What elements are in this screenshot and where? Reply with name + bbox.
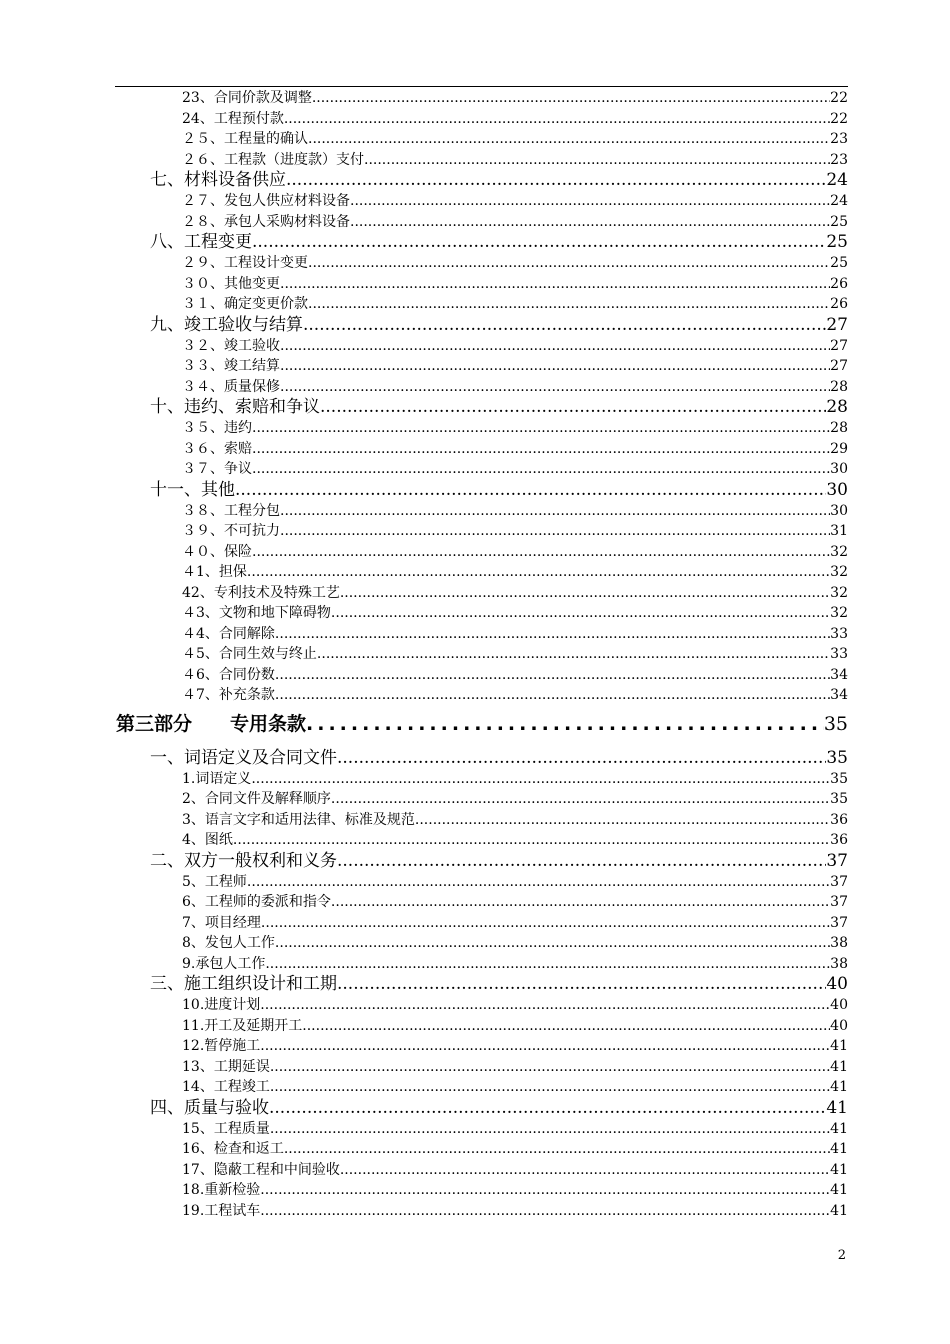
page-number: 2: [837, 1248, 846, 1263]
toc-entry-page: 38: [830, 955, 848, 972]
toc-entry-title: 7、项目经理: [182, 914, 261, 931]
toc-entry[interactable]: [182, 542, 848, 562]
toc-entry-page: 41: [826, 1097, 848, 1118]
toc-entry[interactable]: [182, 418, 848, 438]
toc-entry-page: 34: [830, 687, 848, 703]
toc-entry-title: ２７、发包人供应材料设备: [182, 193, 350, 209]
dot-leader: [308, 253, 830, 273]
toc-entry[interactable]: [182, 212, 848, 232]
toc-entry-title: ４5、合同生效与终止: [182, 646, 317, 662]
toc-entry-title: 1.词语定义: [182, 770, 252, 787]
toc-entry[interactable]: [182, 1180, 848, 1200]
toc-entry[interactable]: [182, 1077, 848, 1097]
dot-leader: [247, 872, 830, 892]
toc-chapter-entry[interactable]: [150, 313, 848, 337]
dot-leader: [331, 789, 830, 809]
toc-entry-page: 41: [830, 1079, 848, 1095]
dot-leader: [337, 746, 826, 770]
toc-entry-page: 35: [830, 770, 848, 787]
toc-entry-page: 33: [830, 625, 848, 642]
dot-leader: [340, 583, 830, 603]
toc-entry[interactable]: [182, 769, 848, 789]
toc-entry-page: 40: [826, 974, 848, 994]
dot-leader: [280, 356, 830, 376]
toc-entry-page: 24: [826, 170, 848, 190]
toc-entry-page: 25: [830, 213, 848, 230]
toc-entry-page: 41: [830, 1141, 848, 1157]
toc-entry[interactable]: [182, 1201, 848, 1221]
dot-leader: [284, 1139, 830, 1159]
toc-entry-title: 17、隐蔽工程和中间验收: [182, 1161, 340, 1178]
toc-entry[interactable]: [182, 377, 848, 397]
toc-entry-title: 5、工程师: [182, 873, 247, 890]
dot-leader: [350, 212, 830, 232]
toc-entry-title: ３６、索赔: [182, 440, 252, 457]
dot-leader: [252, 418, 830, 438]
toc-chapter-entry[interactable]: [150, 972, 848, 996]
dot-leader: [415, 810, 830, 830]
toc-entry-page: 36: [830, 811, 848, 828]
dot-leader: [280, 274, 830, 294]
toc-entry-page: 22: [830, 110, 848, 127]
toc-entry[interactable]: [182, 1139, 848, 1159]
toc-entry-title: ４4、合同解除: [182, 625, 275, 642]
dot-leader: [364, 150, 830, 170]
toc-entry[interactable]: [182, 913, 848, 933]
toc-entry[interactable]: [182, 685, 848, 705]
toc-entry-title: 11.开工及延期开工: [182, 1017, 303, 1034]
toc-entry-page: 41: [830, 1161, 848, 1178]
dot-leader: [302, 1016, 830, 1036]
toc-entry[interactable]: [182, 872, 848, 892]
toc-entry-page: 30: [830, 502, 848, 519]
dot-leader: [270, 1057, 830, 1077]
toc-entry-title: ３０、其他变更: [182, 275, 280, 292]
dot-leader: [275, 665, 830, 685]
dot-leader: [308, 129, 830, 149]
toc-entry-title: 十一、其他: [150, 479, 235, 500]
dot-leader: [252, 459, 830, 479]
dot-leader: [261, 913, 830, 933]
toc-entry[interactable]: [182, 253, 848, 273]
toc-entry-page: 27: [826, 314, 848, 335]
dot-leader: [252, 542, 830, 562]
toc-entry-title: ２５、工程量的确认: [182, 131, 308, 147]
toc-entry[interactable]: [182, 892, 848, 912]
toc-entry-page: 35: [826, 747, 848, 768]
toc-entry-page: 35: [830, 791, 848, 807]
dot-leader: [340, 1160, 830, 1180]
toc-entry[interactable]: [182, 995, 848, 1015]
toc-entry-page: 32: [830, 605, 848, 621]
toc-entry-page: 25: [826, 232, 848, 252]
dot-leader: [280, 521, 830, 541]
dot-leader: [280, 377, 830, 397]
toc-entry-title: ３２、竣工验收: [182, 337, 280, 354]
toc-entry-page: 40: [830, 997, 848, 1013]
toc-entry-title: 9.承包人工作: [182, 955, 266, 972]
toc-entry-page: 24: [830, 193, 848, 209]
toc-entry-title: 24、工程预付款: [182, 110, 284, 127]
toc-entry-page: 36: [830, 832, 848, 848]
toc-entry-title: ３１、确定变更价款: [182, 296, 308, 312]
toc-entry[interactable]: [182, 562, 848, 582]
toc-entry-page: 41: [830, 1182, 848, 1198]
toc-chapter-entry[interactable]: [150, 1096, 848, 1120]
toc-entry-page: 41: [830, 1202, 848, 1219]
toc-entry-title: 3、语言文字和适用法律、标准及规范: [182, 811, 415, 828]
toc-entry[interactable]: [182, 1160, 848, 1180]
toc-entry[interactable]: [182, 274, 848, 294]
toc-entry[interactable]: [182, 129, 848, 149]
toc-entry[interactable]: [182, 294, 848, 314]
toc-entry[interactable]: [182, 954, 848, 974]
dot-leader: [251, 769, 830, 789]
toc-entry[interactable]: [182, 1036, 848, 1056]
toc-entry-page: 32: [830, 543, 848, 560]
dot-leader: [233, 830, 830, 850]
toc-entry-title: ４1、担保: [182, 564, 247, 580]
toc-entry[interactable]: [182, 439, 848, 459]
dot-leader: [317, 644, 830, 664]
toc-chapter-entry[interactable]: [150, 478, 848, 502]
dot-leader: [306, 710, 824, 738]
toc-entry-page: 37: [830, 873, 848, 890]
toc-entry-title: 2、合同文件及解释顺序: [182, 791, 331, 807]
dot-leader: [275, 685, 830, 705]
toc-entry[interactable]: [182, 521, 848, 541]
toc-entry-page: 40: [830, 1017, 848, 1034]
toc-entry-title: 四、质量与验收: [150, 1097, 269, 1118]
toc-entry-title: ３８、工程分包: [182, 502, 280, 519]
dot-leader: [337, 972, 826, 996]
toc-entry-title: 七、材料设备供应: [150, 170, 286, 190]
header-rule: [115, 86, 848, 87]
toc-entry[interactable]: [182, 109, 848, 129]
toc-entry[interactable]: [182, 810, 848, 830]
toc-chapter-entry[interactable]: [150, 395, 848, 419]
toc-entry-page: 31: [830, 523, 848, 539]
dot-leader: [312, 88, 830, 108]
toc-entry-page: 32: [830, 584, 848, 601]
toc-entry[interactable]: [182, 88, 848, 108]
toc-entry[interactable]: [182, 624, 848, 644]
toc-entry-page: 41: [830, 1120, 848, 1137]
toc-entry-page: 41: [830, 1038, 848, 1054]
toc-entry-page: 35: [823, 712, 848, 735]
dot-leader: [252, 230, 826, 254]
dot-leader: [337, 849, 826, 873]
toc-entry-title: 13、工期延误: [182, 1058, 270, 1075]
toc-entry-page: 30: [826, 479, 848, 500]
dot-leader: [308, 294, 830, 314]
toc-entry[interactable]: [182, 603, 848, 623]
dot-leader: [280, 501, 830, 521]
toc-entry-title: ４3、文物和地下障碍物: [182, 605, 331, 621]
toc-entry-page: 32: [830, 564, 848, 580]
toc-entry-page: 29: [830, 440, 848, 457]
toc-entry-page: 34: [830, 666, 848, 683]
toc-entry-title: 14、工程竣工: [182, 1079, 270, 1095]
toc-entry-title: 十、违约、索赔和争议: [150, 397, 320, 417]
toc-entry-page: 37: [826, 850, 848, 871]
toc-entry-title: 15、工程质量: [182, 1120, 270, 1137]
toc-entry-title: ４6、合同份数: [182, 666, 275, 683]
toc-entry[interactable]: [182, 336, 848, 356]
toc-entry-title: ４7、补充条款: [182, 687, 275, 703]
toc-entry-page: 28: [830, 378, 848, 395]
toc-entry-title: 九、竣工验收与结算: [150, 314, 303, 335]
dot-leader: [284, 109, 830, 129]
dot-leader: [303, 313, 826, 337]
toc-part-heading[interactable]: [116, 710, 848, 738]
toc-entry-page: 33: [830, 646, 848, 662]
toc-entry-title: 三、施工组织设计和工期: [150, 974, 337, 994]
dot-leader: [260, 1201, 830, 1221]
toc-entry-page: 37: [830, 914, 848, 931]
toc-entry-page: 27: [830, 337, 848, 354]
toc-entry-title: ３５、违约: [182, 420, 252, 436]
toc-entry-page: 22: [830, 90, 848, 106]
dot-leader: [270, 1119, 830, 1139]
dot-leader: [350, 191, 830, 211]
toc-entry-page: 26: [830, 296, 848, 312]
toc-entry-title: ２６、工程款（进度款）支付: [182, 151, 364, 168]
toc-entry-page: 26: [830, 275, 848, 292]
toc-entry-title: 18.重新检验: [182, 1182, 261, 1198]
toc-entry-title: 12.暂停施工: [182, 1038, 261, 1054]
toc-entry-page: 23: [830, 131, 848, 147]
toc-entry-page: 27: [830, 358, 848, 374]
toc-entry-page: 23: [830, 151, 848, 168]
dot-leader: [270, 1077, 830, 1097]
dot-leader: [260, 1180, 830, 1200]
dot-leader: [260, 995, 830, 1015]
toc-entry-title: ３３、竣工结算: [182, 358, 280, 374]
dot-leader: [286, 168, 826, 192]
dot-leader: [247, 562, 830, 582]
toc-entry[interactable]: [182, 459, 848, 479]
toc-entry-page: 25: [830, 255, 848, 271]
toc-entry[interactable]: [182, 356, 848, 376]
toc-entry-title: 19.工程试车: [182, 1202, 261, 1219]
toc-entry-title: 一、词语定义及合同文件: [150, 747, 337, 768]
dot-leader: [331, 603, 830, 623]
dot-leader: [275, 933, 830, 953]
toc-entry-title: 23、合同价款及调整: [182, 90, 312, 106]
dot-leader: [280, 336, 830, 356]
toc-entry-page: 28: [826, 397, 848, 417]
toc-entry[interactable]: [182, 1057, 848, 1077]
toc-entry-page: 38: [830, 935, 848, 951]
dot-leader: [269, 1096, 826, 1120]
toc-entry-page: 41: [830, 1058, 848, 1075]
dot-leader: [320, 395, 826, 419]
toc-entry-title: 八、工程变更: [150, 232, 252, 252]
toc-entry[interactable]: [182, 830, 848, 850]
toc-entry-title: 第三部分 专用条款: [116, 712, 307, 735]
toc-entry[interactable]: [182, 501, 848, 521]
toc-entry-title: 16、检查和返工: [182, 1141, 284, 1157]
toc-entry-title: 4、图纸: [182, 832, 233, 848]
toc-entry-title: ２８、承包人采购材料设备: [182, 213, 350, 230]
toc-entry-title: 二、双方一般权利和义务: [150, 850, 337, 871]
toc-entry[interactable]: [182, 665, 848, 685]
toc-entry-title: ４０、保险: [182, 543, 252, 560]
toc-entry[interactable]: [182, 644, 848, 664]
toc-chapter-entry[interactable]: [150, 746, 848, 770]
toc-entry-title: ３４、质量保修: [182, 378, 280, 395]
toc-entry[interactable]: [182, 150, 848, 170]
toc-entry-title: 42、专利技术及特殊工艺: [182, 584, 340, 601]
toc-entry-title: ２９、工程设计变更: [182, 255, 308, 271]
toc-entry-page: 30: [830, 461, 848, 477]
dot-leader: [252, 439, 830, 459]
toc-entry[interactable]: [182, 1119, 848, 1139]
toc-entry-title: ３９、不可抗力: [182, 523, 280, 539]
toc-chapter-entry[interactable]: [150, 168, 848, 192]
toc-entry-title: 6、工程师的委派和指令: [182, 894, 331, 910]
toc-entry-title: 8、发包人工作: [182, 935, 275, 951]
toc-chapter-entry[interactable]: [150, 849, 848, 873]
dot-leader: [275, 624, 830, 644]
toc-chapter-entry[interactable]: [150, 230, 848, 254]
toc-entry-page: 28: [830, 420, 848, 436]
dot-leader: [235, 478, 826, 502]
dot-leader: [331, 892, 830, 912]
toc-entry[interactable]: [182, 789, 848, 809]
toc-entry[interactable]: [182, 583, 848, 603]
toc-entry[interactable]: [182, 191, 848, 211]
toc-entry[interactable]: [182, 1016, 848, 1036]
toc-entry-title: ３７、争议: [182, 461, 252, 477]
toc-entry[interactable]: [182, 933, 848, 953]
toc-entry-title: 10.进度计划: [182, 997, 261, 1013]
dot-leader: [260, 1036, 830, 1056]
toc-entry-page: 37: [830, 894, 848, 910]
dot-leader: [265, 954, 830, 974]
